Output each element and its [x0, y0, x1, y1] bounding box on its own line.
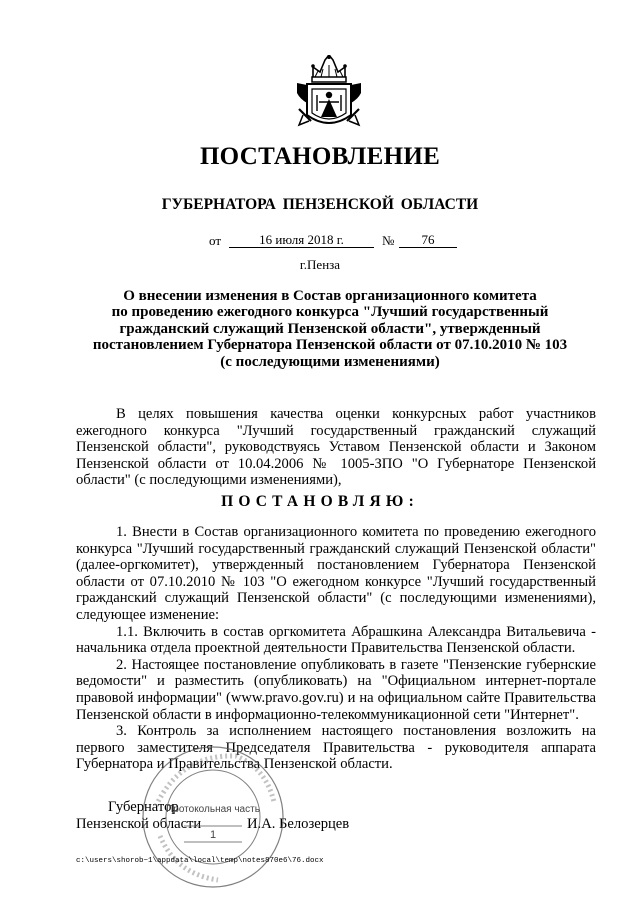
title-line: О внесении изменения в Состав организационного комитета	[123, 288, 537, 304]
title-line: (с последующими изменениями)	[220, 353, 440, 370]
document-title	[70, 288, 590, 370]
file-path-footer: c:\users\shorob~1\appdata\local\temp\notes870e6\76.docx	[76, 857, 324, 865]
resolution-item: 1.1. Включить в состав оргкомитета Абрашкина Александра Витальевича - начальника отдела проектной деятельности Правительства Пензенской области.	[76, 623, 596, 657]
document-date: 16 июля 2018 г.	[229, 233, 374, 248]
resolution-items	[76, 524, 596, 773]
document-type: ПОСТАНОВЛЕНИЕ	[199, 143, 441, 170]
title-line: постановлением Губернатора Пензенской области от 07.10.2010 № 103	[92, 337, 568, 354]
title-line: по проведению ежегодного конкурса "Лучший государственный	[111, 304, 549, 321]
resolution-item: 3. Контроль за исполнением настоящего постановления возложить на первого заместителя Председателя Правительства - руководителя аппарата Губернатора и Правительства Пензенской области.	[76, 723, 596, 773]
signer-name: И.А. Белозерцев	[247, 816, 350, 832]
round-seal-stamp	[140, 744, 286, 890]
preamble-paragraph: В целях повышения качества оценки конкурсных работ участников ежегодного конкурса "Лучший государственный гражданский служащий Пензенской области", руководствуясь Уставом Пензенской области и Законом Пензенской области от 10.04.2006 № 1005-ЗПО "О Губернаторе Пензенской области" (с последующими изменениями),	[76, 406, 596, 489]
seal-number: 1	[209, 829, 217, 841]
coat-of-arms-emblem	[293, 55, 365, 131]
signer-title-line1: Губернатор	[108, 799, 179, 815]
city: г.Пенза	[299, 257, 341, 272]
document-number: 76	[399, 233, 457, 248]
issuing-authority: ГУБЕРНАТОРА ПЕНЗЕНСКОЙ ОБЛАСТИ	[161, 196, 479, 213]
date-prefix: от	[209, 233, 222, 248]
resolution-item: 2. Настоящее постановление опубликовать в газете "Пензенские губернские ведомости" и разместить (опубликовать) на "Официальном интернет-портале правовой информации" (www.pravo.gov.ru) и на официальном сайте Правительства Пензенской области в информационно-телекоммуникационной сети "Интернет".	[76, 656, 596, 723]
resolution-item: 1. Внести в Состав организационного комитета по проведению ежегодного конкурса "Лучший государственный гражданский служащий Пензенской области" (далее-оргкомитет), утвержденный постановлением Губернатора Пензенской области от 07.10.2010 № 103 "О ежегодном конкурсе "Лучший государственный гражданский служащий Пензенской области" (с последующими изменениями), следующее изменение:	[76, 524, 596, 623]
seal-text: Протокольная часть	[166, 804, 260, 815]
signer-title-line2: Пензенской области	[76, 816, 202, 832]
number-label: №	[382, 233, 395, 248]
resolve-heading: ПОСТАНОВЛЯЮ:	[221, 493, 419, 510]
title-line: гражданский служащий Пензенской области", утвержденный	[119, 320, 541, 337]
